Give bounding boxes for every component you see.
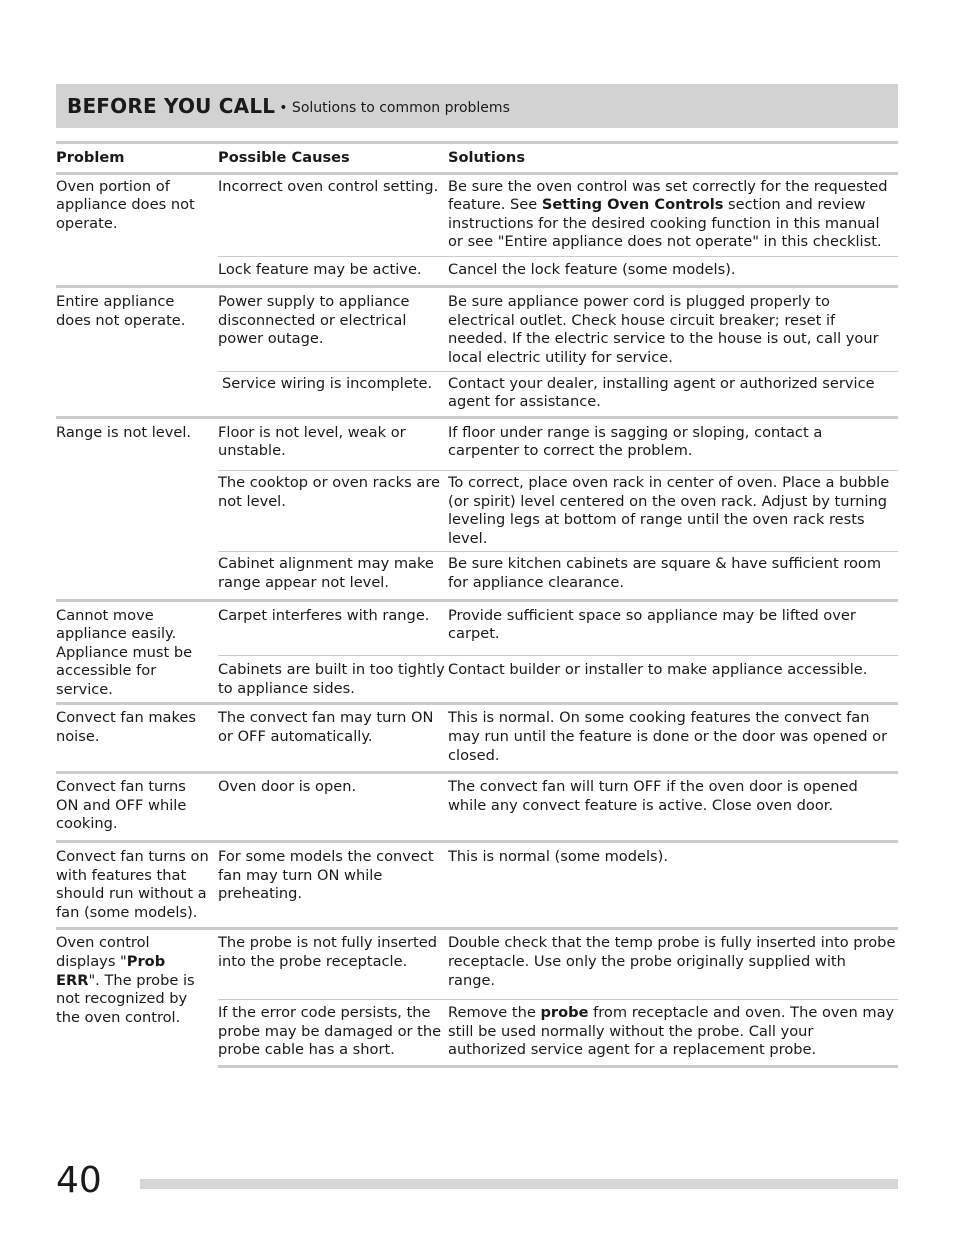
solution-cell: If floor under range is sagging or sloping, contact a carpenter to correct the problem.: [448, 417, 898, 470]
bold-term: probe: [540, 1004, 589, 1022]
problem-cell: Convect fan turns ON and OFF while cooking.: [56, 773, 218, 842]
cause-cell: Cabinet alignment may make range appear not level.: [218, 552, 448, 600]
cause-cell: Carpet interferes with range.: [218, 600, 448, 656]
cause-cell: Floor is not level, weak or unstable.: [218, 417, 448, 470]
problem-cell: Oven portion of appliance does not operate.: [56, 177, 195, 232]
error-code: Prob ERR: [56, 953, 166, 989]
cause-cell: Incorrect oven control setting.: [218, 177, 439, 195]
section-header: [56, 84, 898, 128]
solution-cell: Provide sufficient space so appliance may be lifted over carpet.: [448, 600, 898, 656]
table-row: [56, 842, 898, 929]
problem-cell: Entire appliance does not operate.: [56, 287, 218, 418]
section-subtitle: • Solutions to common problems: [279, 99, 510, 116]
solution-cell: Cancel the lock feature (some models).: [448, 256, 898, 287]
solution-cell: This is normal (some models).: [448, 842, 898, 929]
solution-cell: Be sure kitchen cabinets are square & have sufficient room for appliance clearance.: [448, 552, 898, 600]
solution-cell: Be sure the oven control was set correctly for the requested feature. See Setting Oven Controls section and review instructions for the desired cooking function in this manual or see "Entire appliance does not operate" in this checklist.: [448, 177, 888, 251]
solution-cell: This is normal. On some cooking features the convect fan may run until the feature is done or the door was opened or closed.: [448, 704, 898, 773]
table-header-row: [56, 143, 898, 174]
cause-cell: Oven door is open.: [218, 773, 448, 842]
solution-cell: The convect fan will turn OFF if the oven door is opened while any convect feature is active. Close oven door.: [448, 773, 898, 842]
cause-cell: Power supply to appliance disconnected or electrical power outage.: [218, 287, 448, 371]
page-number: 40: [56, 1160, 102, 1201]
problem-cell: Convect fan turns on with features that should run without a fan (some models).: [56, 842, 218, 929]
solution-cell: Contact builder or installer to make appliance accessible.: [448, 656, 898, 704]
section-title: BEFORE YOU CALL: [67, 94, 276, 118]
cause-cell: Service wiring is incomplete.: [218, 371, 448, 417]
troubleshooting-table: [56, 141, 898, 1068]
bold-reference: Setting Oven Controls: [541, 196, 724, 214]
solution-cell: To correct, place oven rack in center of oven. Place a bubble (or spirit) level centered on the oven rack. Adjust by turning leveling legs at bottom of range until the oven rack rests level.: [448, 470, 898, 551]
table-row: [56, 929, 898, 1000]
table-row: [56, 173, 898, 256]
problem-cell: Range is not level.: [56, 417, 218, 600]
table-row: [56, 417, 898, 470]
table-row: [56, 600, 898, 656]
problem-cell: Oven control displays "Prob ERR". The probe is not recognized by the oven control.: [56, 929, 218, 1067]
cause-cell: For some models the convect fan may turn ON while preheating.: [218, 842, 448, 929]
column-header-problem: Problem: [56, 143, 218, 174]
table-row: [56, 704, 898, 773]
cause-cell: The probe is not fully inserted into the probe receptacle.: [218, 929, 448, 1000]
cause-cell: Cabinets are built in too tightly to appliance sides.: [218, 656, 448, 704]
cause-cell: Lock feature may be active.: [218, 256, 448, 287]
footer-divider: [140, 1179, 898, 1189]
solution-cell: Double check that the temp probe is fully inserted into probe receptacle. Use only the probe originally supplied with range.: [448, 929, 898, 1000]
solution-cell: Remove the probe from receptacle and oven. The oven may still be used normally without the probe. Call your authorized service agent for a replacement probe.: [448, 1000, 898, 1067]
problem-cell: Convect fan makes noise.: [56, 704, 218, 773]
solution-cell: Be sure appliance power cord is plugged properly to electrical outlet. Check house circuit breaker; reset if needed. If the electric service to the house is out, call your local electric utility for service.: [448, 287, 898, 371]
column-header-causes: Possible Causes: [218, 143, 448, 174]
table-row: [56, 773, 898, 842]
problem-cell: Cannot move appliance easily. Appliance must be accessible for service.: [56, 600, 218, 704]
table-row: [56, 287, 898, 371]
column-header-solutions: Solutions: [448, 143, 898, 174]
cause-cell: The cooktop or oven racks are not level.: [218, 470, 448, 551]
cause-cell: If the error code persists, the probe may be damaged or the probe cable has a short.: [218, 1000, 448, 1067]
solution-cell: Contact your dealer, installing agent or authorized service agent for assistance.: [448, 371, 898, 417]
cause-cell: The convect fan may turn ON or OFF automatically.: [218, 704, 448, 773]
